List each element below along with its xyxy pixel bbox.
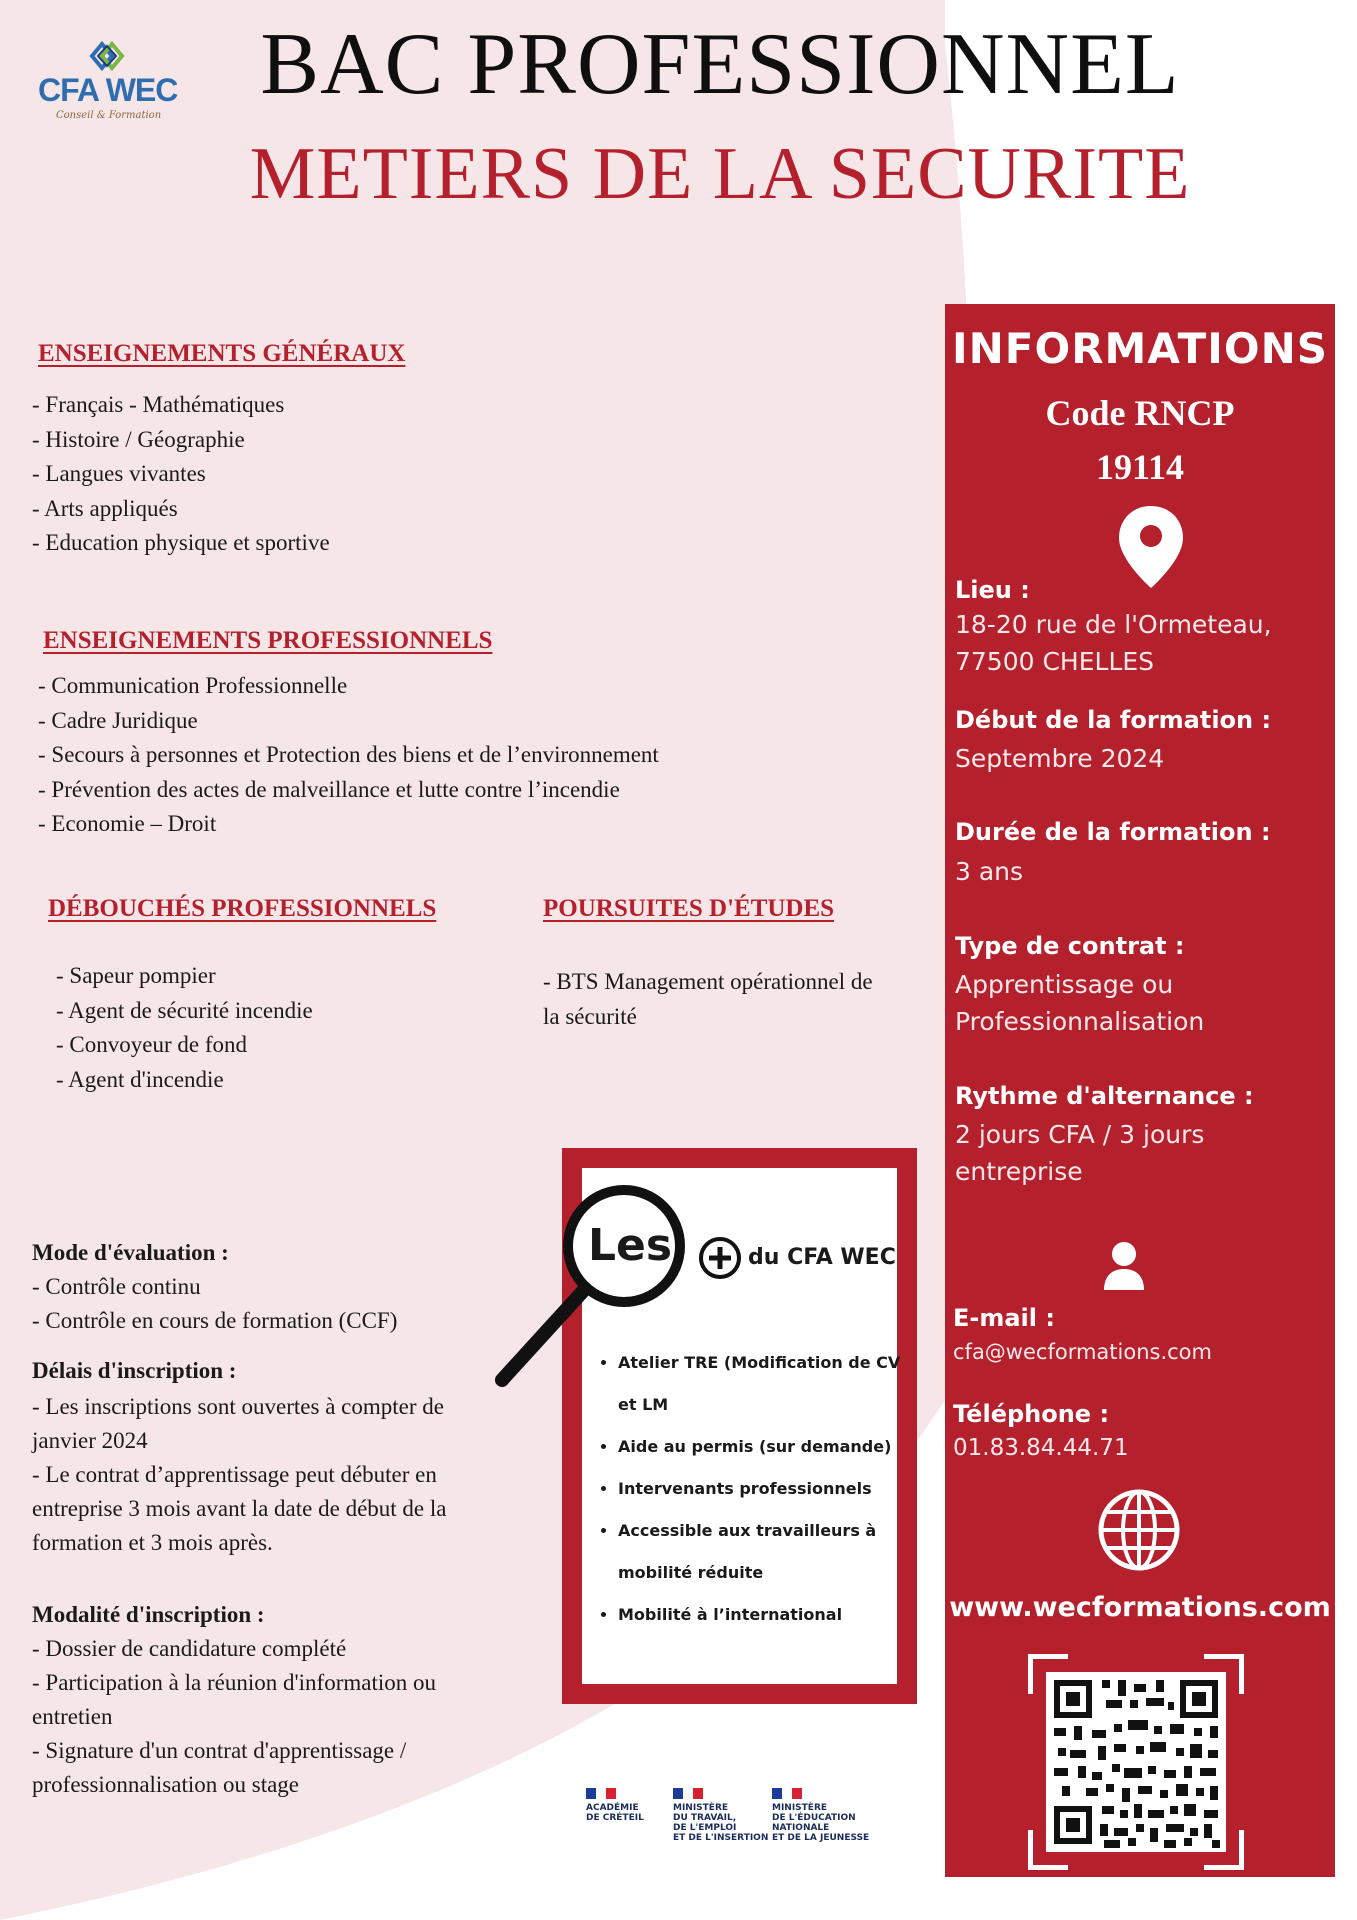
list-item: • Accessible aux travailleurs à mobilité réduite (618, 1510, 918, 1594)
list-item: • Intervenants professionnels (618, 1468, 918, 1510)
logo-line: MINISTÈRE (673, 1803, 729, 1813)
telephone-value[interactable]: 01.83.84.44.71 (953, 1435, 1129, 1461)
page-subtitle: METIERS DE LA SECURITE (249, 133, 1191, 215)
rythme-label: Rythme d'alternance : (955, 1082, 1254, 1110)
list-item: - Signature d'un contrat d'apprentissage / (32, 1738, 407, 1763)
list-item: - Education physique et sportive (32, 530, 330, 555)
list-item: • Atelier TRE (Modification de CV et LM (618, 1342, 918, 1426)
telephone-label: Téléphone : (953, 1400, 1110, 1428)
enseignements-generaux-list (32, 388, 330, 561)
enseignements-generaux-heading: ENSEIGNEMENTS GÉNÉRAUX (38, 340, 406, 367)
list-item: - Contrôle en cours de formation (CCF) (32, 1308, 398, 1333)
rythme-value (955, 1116, 1204, 1190)
cfa-wec-logo (38, 38, 178, 128)
french-flag-icon (673, 1788, 703, 1799)
contrat-value (955, 966, 1204, 1040)
ministere-travail-logo (673, 1788, 768, 1843)
list-item: - Communication Professionnelle (38, 673, 348, 698)
debut-label: Début de la formation : (955, 706, 1272, 734)
location-pin-icon (1116, 504, 1186, 590)
logo-diamond-icon (78, 38, 138, 74)
list-item: professionnalisation ou stage (32, 1772, 300, 1797)
les-word: Les (588, 1220, 673, 1271)
email-label: E-mail : (953, 1304, 1055, 1332)
list-item: janvier 2024 (32, 1428, 148, 1453)
logo-line: DE CRÉTEIL (586, 1813, 644, 1823)
list-item: - Langues vivantes (32, 461, 206, 486)
informations-title: INFORMATIONS (952, 324, 1328, 373)
plus-circle-icon (698, 1236, 742, 1280)
qr-code[interactable] (1028, 1654, 1244, 1870)
logo-line: ACADÉMIE (586, 1803, 639, 1813)
rncp-code (945, 386, 1335, 494)
french-flag-icon (586, 1788, 616, 1799)
lieu-line: 18-20 rue de l'Ormeteau, (955, 610, 1272, 639)
logo-line: DE L'EMPLOI (673, 1823, 737, 1833)
email-value[interactable]: cfa@wecformations.com (953, 1340, 1212, 1364)
contrat-line: Professionnalisation (955, 1007, 1205, 1036)
debouches-list (56, 959, 313, 1097)
list-item: - Economie – Droit (38, 811, 217, 836)
list-item: formation et 3 mois après. (32, 1530, 273, 1555)
website-link[interactable]: www.wecformations.com (949, 1592, 1331, 1623)
debut-value: Septembre 2024 (955, 744, 1165, 773)
list-item: - Les inscriptions sont ouvertes à compter de (32, 1394, 444, 1419)
rncp-label: Code RNCP (1045, 393, 1235, 433)
lieu-label: Lieu : (955, 576, 1030, 604)
globe-icon (1097, 1488, 1181, 1572)
list-item: - Cadre Juridique (38, 707, 198, 733)
rythme-line: entreprise (955, 1157, 1083, 1186)
list-item: - Contrôle continu (32, 1274, 201, 1299)
enseignements-professionnels-heading: ENSEIGNEMENTS PROFESSIONNELS (43, 627, 493, 654)
list-item: - Convoyeur de fond (56, 1032, 247, 1057)
list-item: - Français - Mathématiques (32, 392, 285, 417)
lieu-value (955, 606, 1272, 680)
du-cfa-wec-label: du CFA WEC (748, 1245, 896, 1270)
modalite-heading: Modalité d'inscription : (32, 1602, 265, 1627)
modalite-block (32, 1598, 436, 1802)
list-item: - Agent de sécurité incendie (56, 997, 313, 1023)
user-icon (1102, 1240, 1146, 1292)
les-plus-list (600, 1342, 918, 1636)
logo-line: MINISTÈRE (772, 1803, 828, 1813)
list-item: - Arts appliqués (32, 495, 178, 521)
delais-heading: Délais d'inscription : (32, 1358, 237, 1383)
contrat-line: Apprentissage ou (955, 970, 1174, 999)
evaluation-heading: Mode d'évaluation : (32, 1240, 229, 1265)
rncp-value: 19114 (1095, 447, 1184, 487)
contrat-label: Type de contrat : (955, 932, 1185, 960)
list-item: - Sapeur pompier (56, 963, 216, 988)
list-item: - Le contrat d’apprentissage peut débuter en (32, 1462, 437, 1487)
page-title: BAC PROFESSIONNEL (260, 16, 1180, 113)
list-item: entretien (32, 1704, 113, 1729)
list-item: - Dossier de candidature complété (32, 1636, 347, 1661)
duree-label: Durée de la formation : (955, 818, 1271, 846)
informations-panel (945, 304, 1335, 1877)
lieu-line: 77500 CHELLES (955, 647, 1155, 676)
list-item: - Participation à la réunion d'information ou (32, 1670, 436, 1695)
list-item: entreprise 3 mois avant la date de début de la (32, 1496, 447, 1521)
logo-subtitle: Conseil & Formation (56, 110, 162, 121)
duree-value: 3 ans (955, 857, 1024, 886)
debouches-heading: DÉBOUCHÉS PROFESSIONNELS (48, 895, 437, 922)
list-item: - Agent d'incendie (56, 1066, 224, 1092)
rythme-line: 2 jours CFA / 3 jours (955, 1120, 1205, 1149)
evaluation-block (32, 1236, 397, 1338)
poursuites-list (543, 965, 873, 1034)
ministere-education-logo (772, 1788, 869, 1843)
delais-block (32, 1354, 446, 1560)
logo-text: CFA WEC (38, 72, 178, 108)
enseignements-professionnels-list (38, 669, 659, 842)
academie-creteil-logo (586, 1788, 644, 1823)
logo-line: DE L'ÉDUCATION (772, 1813, 856, 1823)
list-item: • Aide au permis (sur demande) (618, 1426, 918, 1468)
french-flag-icon (772, 1788, 802, 1799)
list-item: la sécurité (543, 1003, 637, 1029)
logo-line: NATIONALE (772, 1823, 830, 1833)
list-item: - Histoire / Géographie (32, 426, 245, 452)
logo-line: ET DE LA JEUNESSE (772, 1833, 870, 1843)
logo-line: ET DE L'INSERTION (673, 1833, 769, 1843)
poursuites-heading: POURSUITES D'ÉTUDES (543, 895, 835, 922)
list-item: - Secours à personnes et Protection des biens et de l’environnement (38, 742, 659, 767)
list-item: - Prévention des actes de malveillance et lutte contre l’incendie (38, 776, 620, 802)
list-item: • Mobilité à l’international (618, 1594, 918, 1636)
list-item: - BTS Management opérationnel de (543, 969, 873, 994)
logo-line: DU TRAVAIL, (673, 1813, 737, 1823)
